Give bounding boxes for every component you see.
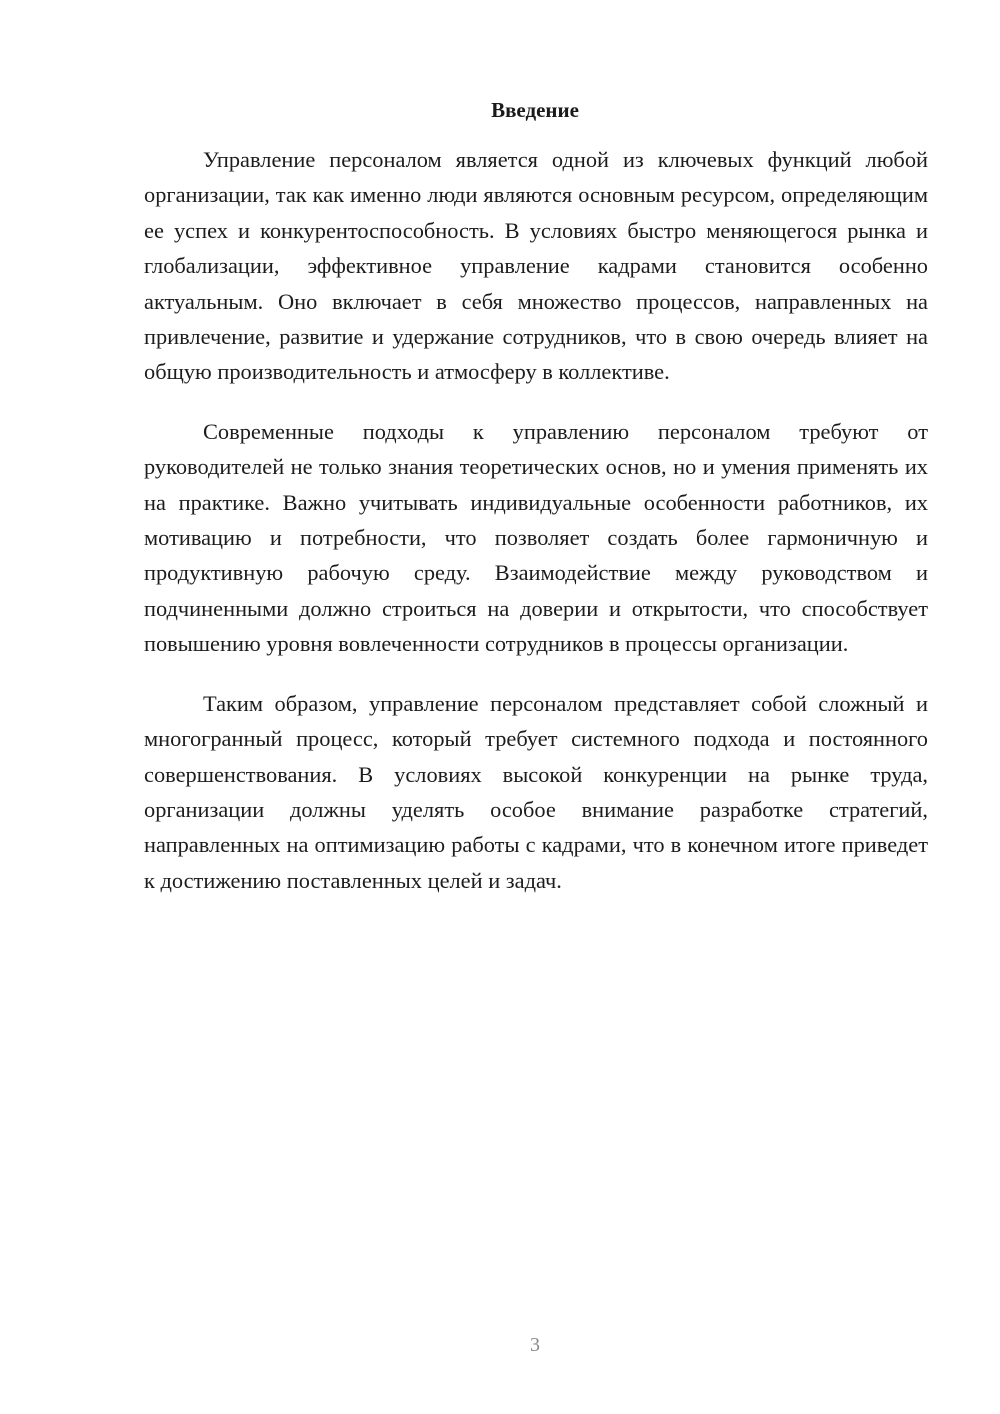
section-heading: Введение bbox=[491, 98, 579, 122]
page-number: 3 bbox=[530, 1334, 540, 1356]
paragraph-3: Таким образом, управление персоналом представляет собой сложный и многогранный процесс, который требует системного подхода и постоянного совершенствования. В условиях высокой конкуренции на рынке труда, организации должны уделять особое внимание разработке стратегий, направленных на оптимизацию работы с кадрами, что в конечном итоге приведет к достижению поставленных целей и задач. bbox=[144, 690, 928, 893]
body-text bbox=[144, 142, 928, 898]
paragraph-2: Современные подходы к управлению персоналом требуют от руководителей не только знания теоретических основ, но и умения применять их на практике. Важно учитывать индивидуальные особенности работников, их мотивацию и потребности, что позволяет создать более гармоничную и продуктивную рабочую среду. Взаимодействие между руководством и подчиненными должно строиться на доверии и открытости, что способствует повышению уровня вовлеченности сотрудников в процессы организации. bbox=[144, 418, 928, 657]
paragraph-1: Управление персоналом является одной из ключевых функций любой организации, так как именно люди являются основным ресурсом, определяющим ее успех и конкурентоспособность. В условиях быстро меняющегося рынка и глобализации, эффективное управление кадрами становится особенно актуальным. Оно включает в себя множество процессов, направленных на привлечение, развитие и удержание сотрудников, что в свою очередь влияет на общую производительность и атмосферу в коллективе. bbox=[144, 147, 928, 385]
